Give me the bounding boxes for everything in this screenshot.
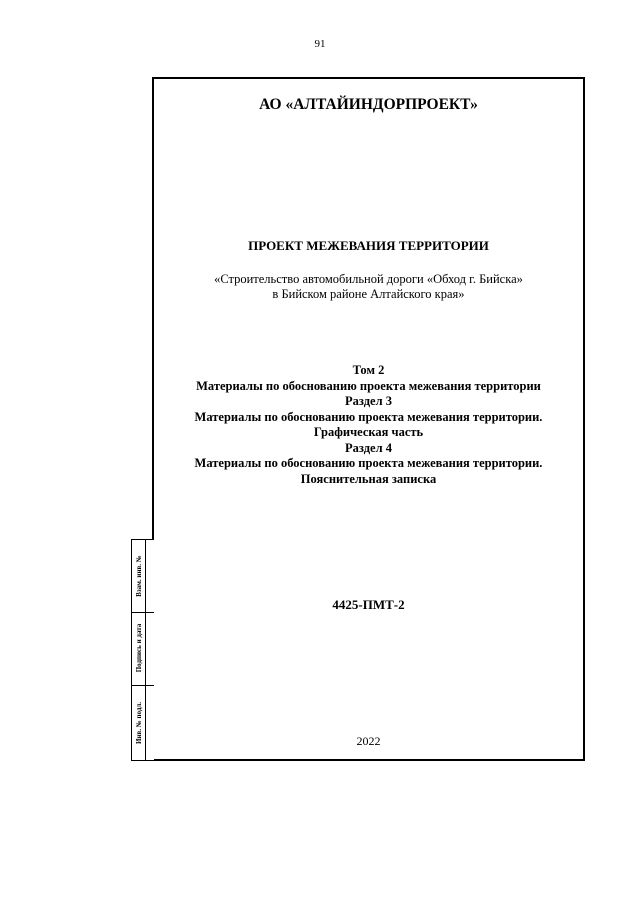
volume-line-6: Раздел 4 <box>345 440 392 455</box>
volume-line-7: Материалы по обоснованию проекта межевания территории. <box>194 456 543 470</box>
stamp-replaced-inv-label: Взам. инв. № <box>135 555 143 597</box>
volume-line-8: Пояснительная записка <box>300 471 437 486</box>
project-subtitle <box>154 272 583 302</box>
subtitle-line-1: «Строительство автомобильной дороги «Обход г. Бийска» <box>214 272 523 286</box>
document-code: 4425-ПМТ-2 <box>332 597 405 612</box>
document-title: ПРОЕКТ МЕЖЕВАНИЯ ТЕРРИТОРИИ <box>248 238 489 253</box>
volume-line-2: Материалы по обоснованию проекта межевания территории <box>196 378 541 393</box>
volume-line-4: Материалы по обоснованию проекта межевания территории. <box>194 409 543 424</box>
page-number: 91 <box>314 38 326 50</box>
volume-description <box>154 363 583 487</box>
subtitle-line-2: в Бийском районе Алтайского края» <box>272 287 465 301</box>
volume-line-5: Графическая часть <box>313 425 424 439</box>
stamp-divider-1 <box>132 612 154 613</box>
organization-name: АО «АЛТАЙИНДОРПРОЕКТ» <box>259 96 478 113</box>
stamp-signature-date-label: Подпись и дата <box>135 623 143 673</box>
title-page-frame <box>152 77 585 761</box>
document-year: 2022 <box>356 734 381 748</box>
stamp-divider-2 <box>132 685 154 686</box>
side-stamp <box>131 539 154 761</box>
stamp-inv-original-label: Инв. № подл. <box>135 701 143 745</box>
volume-line-1: Том 2 <box>352 363 385 377</box>
volume-line-3: Раздел 3 <box>345 394 392 408</box>
